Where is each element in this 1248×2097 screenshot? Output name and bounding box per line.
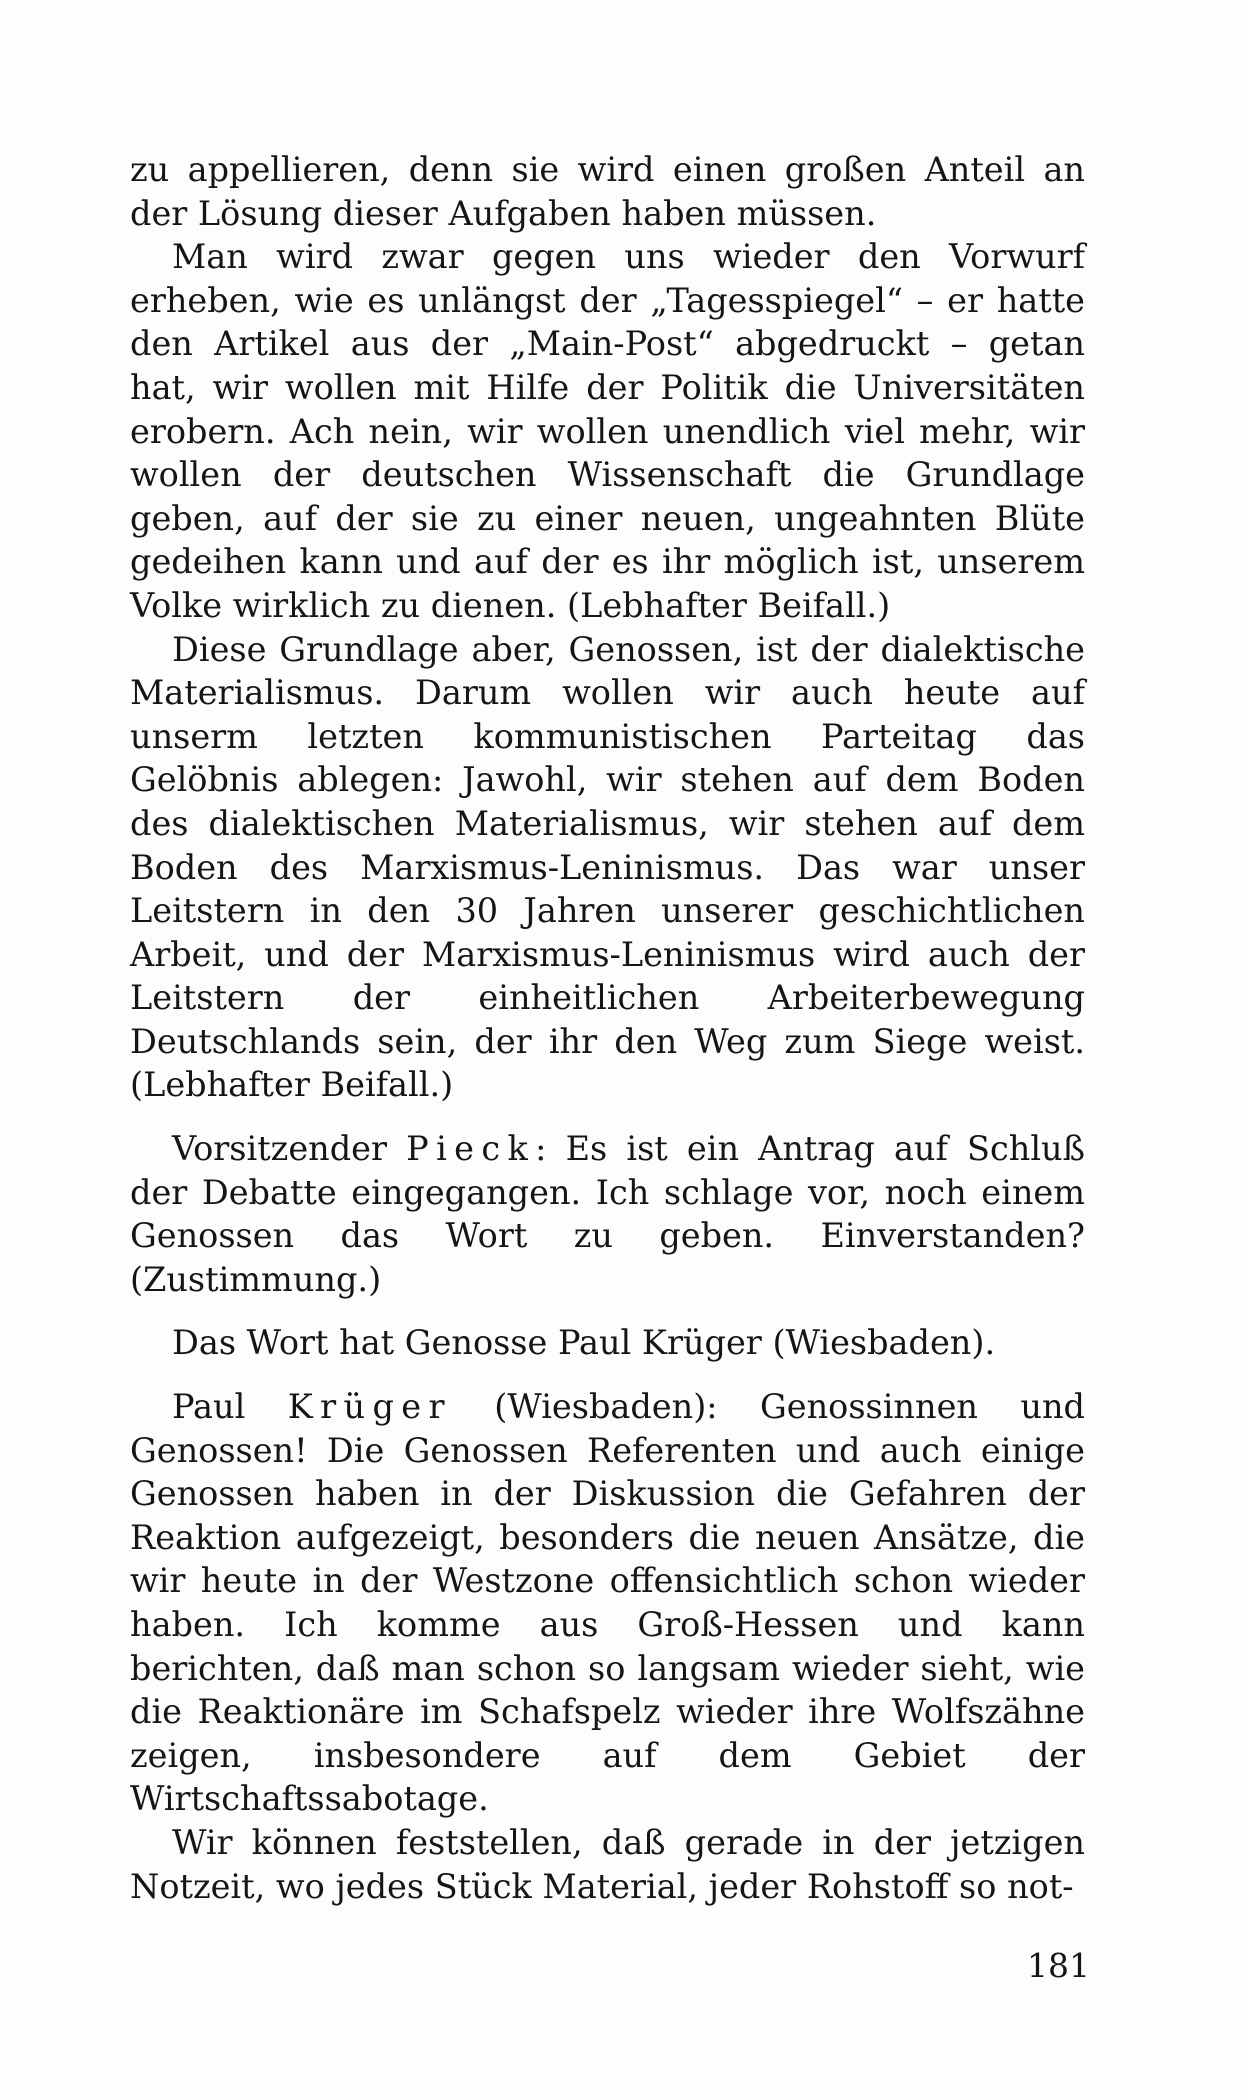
paragraph-continuation: zu appellieren, denn sie wird einen großen Anteil an der Lösung dieser Aufgaben haben müssen. [130,150,1085,233]
krueger-statement: (Wiesbaden): Genossinnen und Genossen! Die Genossen Referenten und auch einige Genossen haben in der Diskussion die Gefahren der Reaktion aufgezeigt, besonders die neuen Ansätze, die wir heute in der Westzone offensichtlich schon wieder haben. Ich komme aus Groß-Hessen und kann berichten, daß man schon so langsam wieder sieht, wie die Reaktionäre im Schafspelz wieder ihre Wolfszähne zeigen, insbesondere auf dem Gebiet der Wirtschaftssabotage. [130,1387,1085,1819]
speaker-name-pieck: Pieck [406,1129,536,1169]
chairman-statement: : Es ist ein Antrag auf Schluß der Debatte eingegangen. Ich schlage vor, noch einem Genossen das Wort zu geben. Einverstanden? (Zustimmung.) [130,1129,1086,1299]
paragraph-wort-hat: Das Wort hat Genosse Paul Krüger (Wiesbaden). [172,1323,996,1363]
paragraph-chairman-pieck [130,1127,1085,1301]
page-body-text [130,148,1085,1908]
paragraph-grundlage: Diese Grundlage aber, Genossen, ist der dialektische Materialismus. Darum wollen wir auch heute auf unserm letzten kommunistischen Parteitag das Gelöbnis ablegen: Jawohl, wir stehen auf dem Boden des dialektischen Materialismus, wir stehen auf dem Boden des Marxismus-Leninismus. Das war unser Leitstern in den 30 Jahren unserer geschichtlichen Arbeit, und der Marxismus-Leninismus wird auch der Leitstern der einheitlichen Arbeiterbewegung Deutschlands sein, der ihr den Weg zum Siege weist. (Lebhafter Beifall.) [130,629,1085,1105]
speaker-name-krueger: Krüger [287,1387,452,1427]
paragraph-notzeit: Wir können feststellen, daß gerade in der jetzigen Notzeit, wo jedes Stück Material, jeder Rohstoff so not- [130,1822,1085,1906]
speaker-title: Vorsitzender [172,1129,388,1169]
page-number: 181 [1027,1946,1090,1985]
speaker-first-name: Paul [172,1387,246,1427]
paragraph-vorwurf: Man wird zwar gegen uns wieder den Vorwurf erheben, wie es unlängst der „Tagesspiegel“ – er hatte den Artikel aus der „Main-Post“ abgedruckt – getan hat, wir wollen mit Hilfe der Politik die Universitäten erobern. Ach nein, wir wollen unendlich viel mehr, wir wollen der deutschen Wissenschaft die Grundlage geben, auf der sie zu einer neuen, ungeahnten Blüte gedeihen kann und auf der es ihr möglich ist, unserem Volke wirklich zu dienen. (Lebhafter Beifall.) [130,237,1085,625]
paragraph-speaker-krueger [130,1385,1085,1821]
